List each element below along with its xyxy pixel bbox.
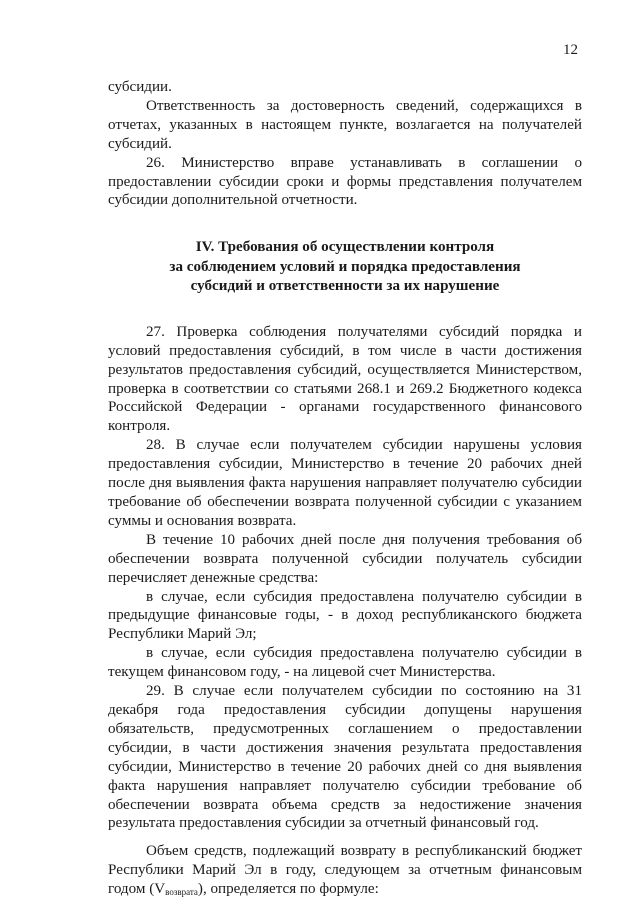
section-heading-line-1: IV. Требования об осуществлении контроля bbox=[195, 239, 495, 256]
paragraph-continuation: субсидии. bbox=[108, 79, 172, 95]
paragraph-28: 28. В случае если получателем субсидии нарушены условия предоставления субсидии, Министерство в течение 20 рабочих дней после дня выявления факта нарушения направляет получателю субсидии требование об обеспечении возврата полученной субсидии с указанием суммы и основания возврата. bbox=[108, 437, 582, 529]
formula-subscript: возврата bbox=[165, 887, 198, 898]
paragraph-previous-years: в случае, если субсидия предоставлена получателю субсидии в предыдущие финансовые годы, - в доход республиканского бюджета Республики Марий Эл; bbox=[108, 588, 582, 643]
page-number: 12 bbox=[563, 42, 578, 58]
section-heading-line-3: субсидий и ответственности за их нарушение bbox=[190, 278, 500, 295]
formula-intro-tail: ), определяется по формуле: bbox=[197, 881, 379, 898]
paragraph-26: 26. Министерство вправе устанавливать в соглашении о предоставлении субсидии сроки и формы представления получателем субсидии дополнительной отчетности. bbox=[108, 154, 582, 209]
formula-intro-text: Объем средств, подлежащий возврату в республиканский бюджет Республики Марий Эл в году, следующем за отчетным финансовым годом (V bbox=[108, 843, 582, 898]
paragraph-27: 27. Проверка соблюдения получателями субсидий порядка и условий предоставления субсидий, в том числе в части достижения результатов предоставления субсидий, осуществляется Министерством, проверка в соответствии со статьями 268.1 и 269.2 Бюджетного кодекса Российской Федерации - органами государственного финансового контроля. bbox=[108, 323, 582, 435]
section-heading-line-2: за соблюдением условий и порядка предоставления bbox=[169, 258, 521, 275]
paragraph-formula-intro bbox=[108, 842, 582, 900]
paragraph-29: 29. В случае если получателем субсидии по состоянию на 31 декабря года предоставления субсидии допущены нарушения обязательств, предусмотренных соглашением о предоставлении субсидии, в части достижения значения результата предоставления субсидии, Министерство в течение 20 рабочих дней со дня выявления факта нарушения направляет получателю субсидии требование об обеспечении возврата объема средств за недостижение значения результата предоставления субсидии за отчетный финансовый год. bbox=[108, 683, 582, 832]
paragraph-responsibility: Ответственность за достоверность сведений, содержащихся в отчетах, указанных в настоящем пункте, возлагается на получателей субсидий. bbox=[108, 97, 582, 152]
paragraph-current-year: в случае, если субсидия предоставлена получателю субсидии в текущем финансовом году, - на лицевой счет Министерства. bbox=[108, 645, 582, 681]
section-heading bbox=[108, 238, 582, 297]
paragraph-return-term: В течение 10 рабочих дней после дня получения требования об обеспечении возврата полученной субсидии получатель субсидии перечисляет денежные средства: bbox=[108, 531, 582, 586]
